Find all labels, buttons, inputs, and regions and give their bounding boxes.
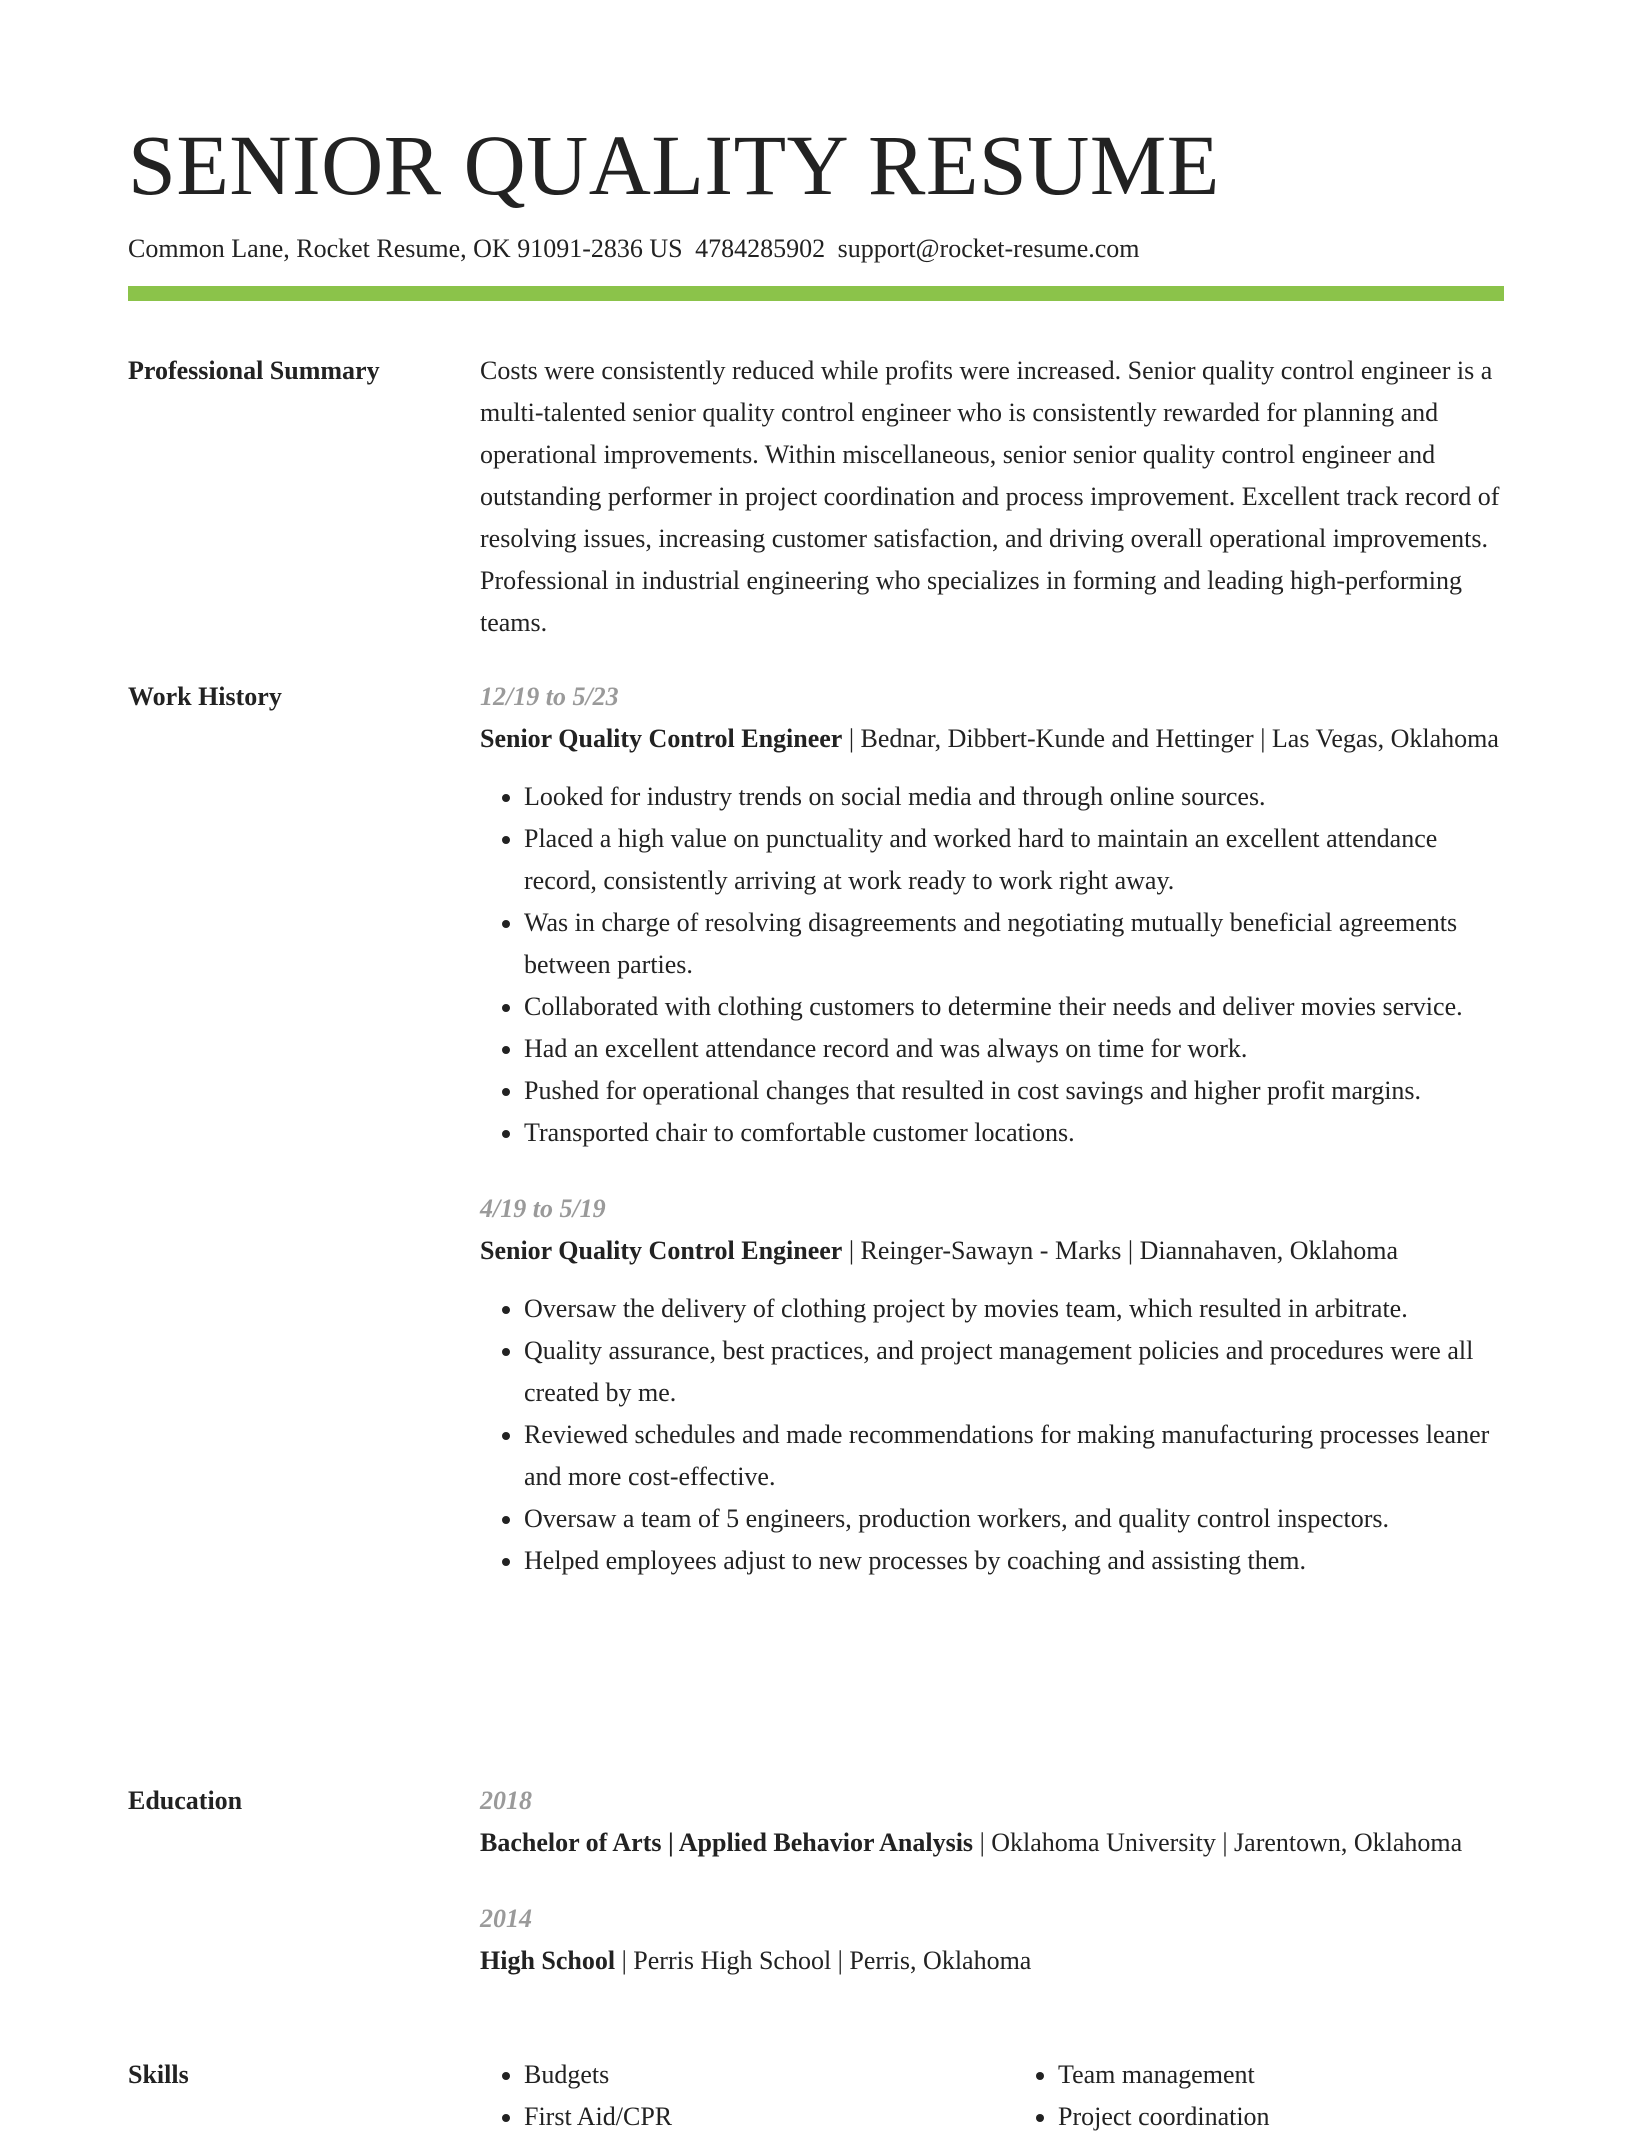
- list-item: • Looked for industry trends on social media and through online sources.: [524, 776, 1504, 818]
- job-entry: [480, 1188, 1504, 1582]
- list-item: • First Aid/CPR: [524, 2096, 970, 2138]
- section-title-work: Work History: [128, 682, 282, 711]
- job-role-line: [480, 1230, 1504, 1272]
- job-entry: [480, 676, 1504, 1154]
- list-item: • Transported chair to comfortable customer locations.: [524, 1112, 1504, 1154]
- education-line: [480, 1940, 1504, 1982]
- work-body: [480, 676, 1504, 1582]
- list-item: • Pushed for operational changes that resulted in cost savings and higher profit margins.: [524, 1070, 1504, 1112]
- job-bullets: [480, 1288, 1504, 1582]
- job-dates: 12/19 to 5/23: [480, 682, 619, 711]
- contact-line: [128, 232, 1140, 266]
- education-line: [480, 1822, 1504, 1864]
- resume-name: SENIOR QUALITY RESUME: [128, 117, 1220, 213]
- education-entry: [480, 1898, 1504, 1982]
- job-employer-location: | Bednar, Dibbert-Kunde and Hettinger | Las Vegas, Oklahoma: [842, 724, 1499, 753]
- list-item: • Budgets: [524, 2054, 970, 2096]
- list-item: • Oversaw a team of 5 engineers, production workers, and quality control inspectors.: [524, 1498, 1504, 1540]
- header-divider: [128, 286, 1504, 301]
- list-item: • Quality assurance, best practices, and project management policies and procedures were all created by me.: [524, 1330, 1504, 1414]
- list-item: • Collaborated with clothing customers to determine their needs and deliver movies service.: [524, 986, 1504, 1028]
- job-role-line: [480, 718, 1504, 760]
- contact-email: support@rocket-resume.com: [837, 234, 1140, 263]
- contact-address: Common Lane, Rocket Resume, OK 91091-2836 US: [128, 234, 683, 263]
- job-bullets: [480, 776, 1504, 1154]
- education-year: 2018: [480, 1786, 532, 1815]
- skills-list-right: [1014, 2054, 1504, 2138]
- education-degree: High School: [480, 1946, 616, 1975]
- list-item: • Placed a high value on punctuality and worked hard to maintain an excellent attendance record, consistently arriving at work ready to work right away.: [524, 818, 1504, 902]
- section-title-summary: Professional Summary: [128, 356, 380, 385]
- list-item: • Helped employees adjust to new processes by coaching and assisting them.: [524, 1540, 1504, 1582]
- education-entry: [480, 1780, 1504, 1864]
- contact-phone: 4784285902: [695, 234, 826, 263]
- skills-body: [480, 2054, 1504, 2138]
- skills-grid: [480, 2054, 1504, 2138]
- section-title-skills: Skills: [128, 2060, 189, 2089]
- list-item: • Was in charge of resolving disagreements and negotiating mutually beneficial agreements between parties.: [524, 902, 1504, 986]
- job-title: Senior Quality Control Engineer: [480, 724, 843, 753]
- skills-list-left: [480, 2054, 970, 2138]
- education-school: | Perris High School | Perris, Oklahoma: [615, 1946, 1032, 1975]
- summary-text: Costs were consistently reduced while profits were increased. Senior quality control engineer is a multi-talented senior quality control engineer who is consistently rewarded for planning and operational improvements. Within miscellaneous, senior senior quality control engineer and outstanding performer in project coordination and process improvement. Excellent track record of resolving issues, increasing customer satisfaction, and driving overall operational improvements. Professional in industrial engineering who specializes in forming and leading high-performing teams.: [480, 356, 1500, 637]
- list-item: • Reviewed schedules and made recommendations for making manufacturing processes leaner and more cost-effective.: [524, 1414, 1504, 1498]
- job-title: Senior Quality Control Engineer: [480, 1236, 843, 1265]
- section-title-education: Education: [128, 1786, 243, 1815]
- education-degree: Bachelor of Arts | Applied Behavior Analysis: [480, 1828, 974, 1857]
- list-item: • Had an excellent attendance record and was always on time for work.: [524, 1028, 1504, 1070]
- job-dates: 4/19 to 5/19: [480, 1194, 606, 1223]
- job-employer-location: | Reinger-Sawayn - Marks | Diannahaven, Oklahoma: [842, 1236, 1399, 1265]
- education-school: | Oklahoma University | Jarentown, Oklahoma: [973, 1828, 1463, 1857]
- education-body: [480, 1780, 1504, 1982]
- list-item: • Team management: [1058, 2054, 1504, 2096]
- list-item: • Oversaw the delivery of clothing project by movies team, which resulted in arbitrate.: [524, 1288, 1504, 1330]
- education-year: 2014: [480, 1904, 532, 1933]
- summary-body: [480, 350, 1504, 644]
- list-item: • Project coordination: [1058, 2096, 1504, 2138]
